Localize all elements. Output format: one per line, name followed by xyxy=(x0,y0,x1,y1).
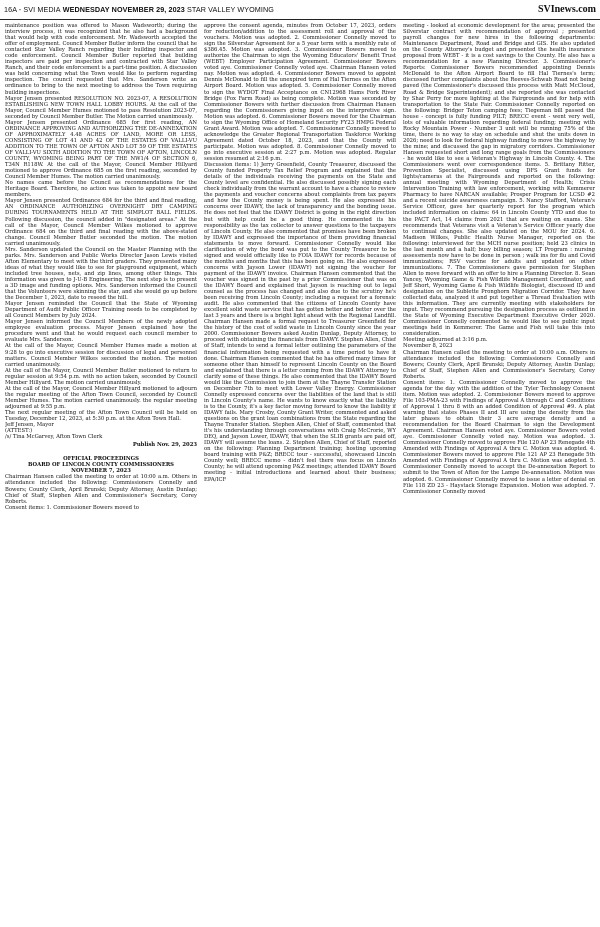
paragraph: At the call of the Mayor, Council Member Humes made a motion at 9:28 to go into executive session for discussion of legal and personnel matters. Council Member Wilkes seconded the motion. The motion carried unanimously. xyxy=(5,343,197,368)
page-header xyxy=(0,0,600,20)
paragraph: maintenance position was offered to Mason Wadsworth; during the interview process, it was recognized that he also had a background that would help with code enforcement. Mr. Wadsworth accepted the offer of employment. Council Member Butler inform the council that he contacted Star Valley Ranch regarding their building inspector and code enforcement. Council Member Butler reported that building inspectors are paid per inspection and contracted with Star Valley Ranch, and their code enforcement is a part-time position. A discussion was held concerning what the Town would like to perform regarding inspection. The council requested that Mrs. Sanderson write an ordinance to bring to the next meeting to address the Town requiring building inspections. xyxy=(5,23,197,96)
proceedings-title: OFFICIAL PROCEEDINGS xyxy=(63,456,139,463)
proceedings-date: NOVEMBER 7, 2023 xyxy=(71,468,131,475)
signature-mayor: Jeff Jensen, Mayor xyxy=(5,422,54,429)
paragraph: Consent items: 1. Commissioner Connelly moved to approve the agenda for the day with the addition of the Tyler Technology Consent item. Motion was adopted. 2. Commissioner Bowers moved to approve File 103-PMA-23 with Findings of Approval A through C and Conditions of Approval 1 thru 8 with an added Condition of Approval #9. A plat warning that states Phases II and III are using the density from the later phases to obtain their 3 acre average density and a recommendation for the Board Chairman to sign the Development Agreement. Chairman Hansen voted aye. Commissioner Bowers voted aye. Commissioner Connelly voted nay. Motion was adopted. 3. Commissioner Connelly moved to approve File 120 AP 23 Renegade 4th Amended with Findings of Approval A thru C. Motion was adopted. 4. Commissioner Bowers moved to approve File 121 AP 23 Renegade 5th Amended with Findings of Approval A thru C. Motion was adopted. 5. Commissioner Connelly moved to accept the De-annexation Report to submit to the Town of Afton for the Lampe De-annexation. Motion was adopted. 6. Commissioner Connelly moved to issue a letter of denial on File 118 ZD 23 - Haystack Storage Expansion. Motion was adopted. 7. Commissioner Connelly moved xyxy=(403,379,595,495)
page-number: 16A - SVI MEDIA xyxy=(4,5,61,14)
paragraph: meeting - looked at economic development for the area; presented the Silverstar contract with recommendation of approval ; presented payroll changes for new hires in the following departments: Maintenance Department, Road and Bridge and GIS. He also updated on the County Attorney's budget and presented the health insurance proposal from WEBT - it is a cost savings to the County. He also has a recommendation for a new Planning Director. 3. Commissioner's Reports: Commissioner Bowers recommended appointing Dennis McDonald to the Afton Airport Board to fill Hal Tiernes's term; discussed further complaints about the Reeves-Schwab Road not being paved (the Commissioner's discussed this process with Matt McCloud, Road & Bridge Superintendent); and she reported she was contacted by Shar Perry for more lighting at the Fairgrounds and for help with transportation to the State Fair. Commissioner Connelly reported on the following: Bridger Teton camping fees; Tiegeman bill passed the house - concept is fully funding PILT; BRECC event - went very well, lots of valuable information regarding federal funding; meeting with Rocky Mountain Power - Number 3 unit will be running 75% of the time, there is no way to stay on schedule and shut the units down in 2026; need to look for federal highway funding to move the highway by the mine; and discussed the gap in migratory corridors. Commissioner Hansen requested short and long range goals from the Commissioners - he would like to see a Veteran's Highway in Lincoln County. 4. The Commissioners went over correspondence items. 5. Brittany Ritter, Prevention Specialist, discussed using DFS Grant funds for lights/cameras at the Fairgrounds and reported on the following: annual meeting with Wyoming Department of Health; Crisis Intervention Training with law enforcement, working with Kemmerer Pharmacy to have NARCAN available; Prosper Program for LCSD #2 and a recent suicide awareness campaign. 5. Nancy Stafford, Veteran's Service Officer, gave her quarterly report for the program which included information on claims: 64 in Lincoln County YTD and due to the PACT Act, 14 claims from 2021 that are waiting on exams. She recommends that Veterans visit a Veteran's Service Officer yearly due to continual changes. She also updated on the MOU for 2024. 6. Madison Wilkes, Public Health Nurse Manager, reported on the following: interviewed for the MCH nurse position; held 23 clinics in the last month and a half; busy billing season; LT Program : nursing assessments now have to be done in person ; walk ins for flu and Covid immunizations; RSV vaccine for adults and updated on other immunizations. 7. The Commissioners gave permission for Stephen Allen to move forward with an offer to hire a Planning Director. 8. Sean Yancey, Wyoming Game & Fish Wildlife Management Coordinator, and Jeff Short, Wyoming Game & Fish Wildlife Biologist, discussed ID and designation on the Sublette Pronghorn Migration Corridor. They have collected data, analyzed it and put together a Thread Evaluation with this information. They are currently meeting with stakeholders for input. They recommend pursuing the designation process as outlined in the State of Wyoming Executive Department Executive Order 2020. Commissioner Connelly commented he would like to see public input meetings held in Kemmerer. The Game and Fish will take this into consideration. xyxy=(403,23,595,338)
paragraph: Meeting adjourned at 3:16 p.m. xyxy=(403,337,488,344)
paragraph: The next regular meeting of the Afton Town Council will be held on Tuesday, December 12, 2023, at 5:30 p.m. at the Afton Town Hall. xyxy=(5,410,197,423)
column-2 xyxy=(204,23,396,925)
paragraph: approve the consent agenda, minutes from October 17, 2023, orders for reduction/addition to the assessment roll and approval of the vouchers. Motion was adopted. 2. Commissioner Connelly moved to sign the Silverstar Agreement for a 5 year term with a monthly rate of $386.45. Motion was adopted. 3. Commissioner Bowers moved to authorize the Chairman to sign the Wyoming Educators' Benefit Trust (WEBT) Employer Participation Agreement. Commissioner Bowers voted aye. Commissioner Connelly voted aye. Chairman Hansen voted nay. Motion was adopted. 4. Commissioner Bowers moved to appoint Dennis McDonald to fill the unexpired term of Hal Tiernes on the Afton Airport Board. Motion was adopted. 5. Commissioner Connelly moved to sign the WYDOT Final Acceptance on CN12968 Hams Fork River Bridge (Fox Farm Road) as being complete. Motion was seconded by Commissioner Bowers with further discussion from Chairman Hansen regarding the Commissioners giving input on the interpretive sign. Motion was adopted. 6. Commissioner Bowers moved for the Chairman to sign the Wyoming Office of Homeland Security FY23 HMPG Federal Grant Award. Motion was adopted. 7. Commissioner Connelly moved to acknowledge the Greater Regional Transportation Taskforce Working Agreement dated October 18, 2023, and that the County will participate. Motion was adopted. 8. Commissioner Connelly moved to go into executive session at 2:27 p.m. Motion was adopted. Regular session resumed at 2:16 p.m. xyxy=(204,23,396,163)
paragraph: Mayor Jensen presented Ordinance 684 for the third and final reading, AN ORDINANCE AUTHORIZING OVERNIGHT DRY CAMPING DURING TOURNAMENTS HELD AT THE SIMPLOT BALL FIELDS. Following discussion, the council added in "designated areas." At the call of the Mayor, Council Member Wilkes motioned to approve Ordinance 684 on the third and final reading with the above-stated change. Council Member Butler seconded the motion. The motion carried unanimously. xyxy=(5,198,197,247)
paragraph: No names came before the Council as recommendations for the Heritage Board. Therefore, no action was taken to appoint new board members. xyxy=(5,180,197,199)
paragraph: Discussion items: 1) Jerry Greenfield, County Treasurer, discussed the County funded Property Tax Relief Program and explained that the details of the individuals receiving the payments on the State and County level are confidential. He also discussed possibly signing each check individually from the warrant account to have a chance to review the payments and voucher concerns about complaints from tax payers and how the County money is being spent. He also expressed his concerns over IDAWY, the lack of transparency and the bonding issue. He does not feel that the IDAWY District is going in the right direction but with help could be a good thing. He commented its his responsibility as the tax collector to answer questions to the taxpayers of Lincoln County. He also commented that promises have been broken by IDAWY and expressed the importance of them providing financial statements to move forward. Commissioner Connelly would like clarification of why the bond was put to the County Treasurer to be signed and would officially like to FOIA IDAWY for records because of the months and months that this has been going on. He also expressed concerns with Jayson Lower (IDAWY) not signing the voucher for payment of the IDAWY invoice. Chairman Hansen commented that the voucher was signed in the past by a prior Commissioner that was on the IDAWY Board and explained that Jayson is reaching out to legal counsel as the process has changed and also due to the scrutiny he's been receiving from Lincoln County; including a request for a forensic audit. He also commented that the citizens of Lincoln County have excellent solid waste service that has gotten better and better over the last 3 years and there is a bright light ahead with the Regional Landfill. Chairman Hansen made a formal request to Treasurer Greenfield for the history of the cost of solid waste in Lincoln County since the year 2000. Commissioner Bowers asked Austin Dunlap, Deputy Attorney, to proceed with obtaining the financials from IDAWY. Stephen Allen, Chief of Staff, intends to send a formal letter outlining the parameters of the financial information being requested with a time period to have it done. Chairman Hansen commented that he has offered many times for someone other than himself to represent Lincoln County on the Board and explained that there is a letter coming from the IDAWY Attorney to clarify some of these things. He also commented that the IDAWY Board would like the Commission to join them at the Thayne Transfer Station on December 7th to meet with Lower Valley Energy. Commissioner Connelly expressed concerns over the liabilities of the land that is still in Lincoln County's name. He wants to know exactly what the liability is to the County, it's a key factor moving forward to know the liability if IDAWY fails. Mary Crosby, County Grant Writer, commented and asked questions on the grant loan combinations from the State regarding the Thayne Transfer Station. Stephen Allen, Chief of Staff, commented that it's his understanding through conversations with Craig McCrorie, WY DEQ, and Jayson Lower, IDAWY, that when the SLIB grants are paid off, IDAWY will assume the loans. 2. Stephen Allen, Chief of Staff, reported on the following: Planning Department training; hosting upcoming board training with P&Z; BRECC tour - successful, showcased Lincoln County well; BRECC memo - didn't feel there was focus on Lincoln County; he will attend upcoming P&Z meetings; attended IDAWY Board meeting - initial introductions and learned about their business; EPA/ICF xyxy=(204,162,396,483)
paragraph: At the call of the Mayor, Council Member Hillyard motioned to adjourn the regular meeting of the Afton Town Council, seconded by Council Member Humes. The motion carried unanimously. the regular meeting adjourned at 9:55 p.m. xyxy=(5,385,197,410)
paragraph: Mayor Jensen reminded the Council that the State of Wyoming Department of Audit Public Officer Training needs to be completed by all Council Members by July 2024. xyxy=(5,301,197,320)
issue-date: WEDNESDAY NOVEMBER 29, 2023 xyxy=(62,5,185,14)
column-1 xyxy=(5,23,197,925)
site-name: SVInews.com xyxy=(537,4,596,15)
page-folio xyxy=(4,5,274,14)
signature-clerk: /s/ Tina McGarvey, Afton Town Clerk xyxy=(5,434,103,441)
paragraph: Mayor Jensen informed the Council Members of the newly adopted employee evaluation process. Mayor Jensen explained how the procedure went and that he would request each council member to evaluate Mrs. Sanderson. xyxy=(5,319,197,344)
attest-label: (ATTEST:) xyxy=(5,428,33,435)
proceedings-board: BOARD OF LINCOLN COUNTY COMMISSIONERS xyxy=(28,462,174,469)
paragraph: Chairman Hansen called the meeting to order at 10:00 a.m. Others in attendance included the following: Commissioners Connelly and Bowers; County Clerk, April Brunski; Deputy Attorney, Austin Dunlap; Chief of Staff, Stephen Allen and Commissioner's Secretary, Corey Roberts. xyxy=(5,474,197,505)
column-3 xyxy=(403,23,595,925)
meeting-date: November 8, 2023 xyxy=(403,343,453,350)
paragraph: Mayor Jensen presented Ordinance 685 for first reading, AN ORDINANCE APPROVING AND AUTHORIZING THE DE-ANNEXATION OF APPROXIMATELY 4.48 ACRES OF LAND, MORE OR LESS, CONSISTING OF LOT 41 AND 42 OF THE ESTATES OF VALLI-VU ADDITION TO THE TOWN OF AFTON AND LOT 59 OF THE ESTATES OF VALLI-VU SIXTH ADDITION TO THE TOWN OF AFTON, LINCOLN COUNTY, WYOMING BEING PART OF THE NW1/4 OF SECTION 6, T34N R118W. At the call of the Mayor, Council Member Hillyard motioned to approve Ordinance 685 on the first reading, seconded by Council Member Humes. The motion carried unanimously. xyxy=(5,119,197,181)
article-columns xyxy=(0,20,600,925)
paragraph: Mrs. Sanderson updated the Council on the Master Planning with the parks. Mrs. Sanderson and Public Works Director Jason Lewis visited Afton Elementary to meet with the third graders. They presented many ideas of what they would like to see for playground equipment, which included tree houses, nets, and zip lines, among other things. This information was given to J-U-B Engineering. The next step is to present a 3D image and funding options. Mrs. Sanderson informed the Council that the Volunteers were skinning the star, and she would go up before the December 1, 2023, date to reseed the hill. xyxy=(5,246,197,302)
proceedings-heading xyxy=(5,456,197,474)
paragraph: Mayor Jensen presented RESOLUTION NO. 2023-07, A RESOLUTION ESTABLISHING NEW TOWN HALL LOBBY HOURS. At the call of the Mayor, Council Member Humes motioned to pass Resolution 2023-07, seconded by Council Member Butler. The Motion carried unanimously. xyxy=(5,95,197,120)
paragraph: Chairman Hansen called the meeting to order at 10:00 a.m. Others in attendance included the following: Commissioners Connelly and Bowers; County Clerk, April Brunski; Deputy Attorney, Austin Dunlap; Chief of Staff, Stephen Allen and Commissioner's Secretary, Corey Roberts. xyxy=(403,349,595,380)
paragraph: Consent items: 1. Commissioner Bowers moved to xyxy=(5,504,139,511)
paper-region: STAR VALLEY WYOMING xyxy=(186,5,274,14)
paragraph: At the call of the Mayor, Council Member Butler motioned to return to regular session at 9:54 p.m. with no action taken, seconded by Council Member Hillyard. The motion carried unanimously. xyxy=(5,367,197,386)
publish-date: Publish Nov. 29, 2023 xyxy=(132,442,197,449)
